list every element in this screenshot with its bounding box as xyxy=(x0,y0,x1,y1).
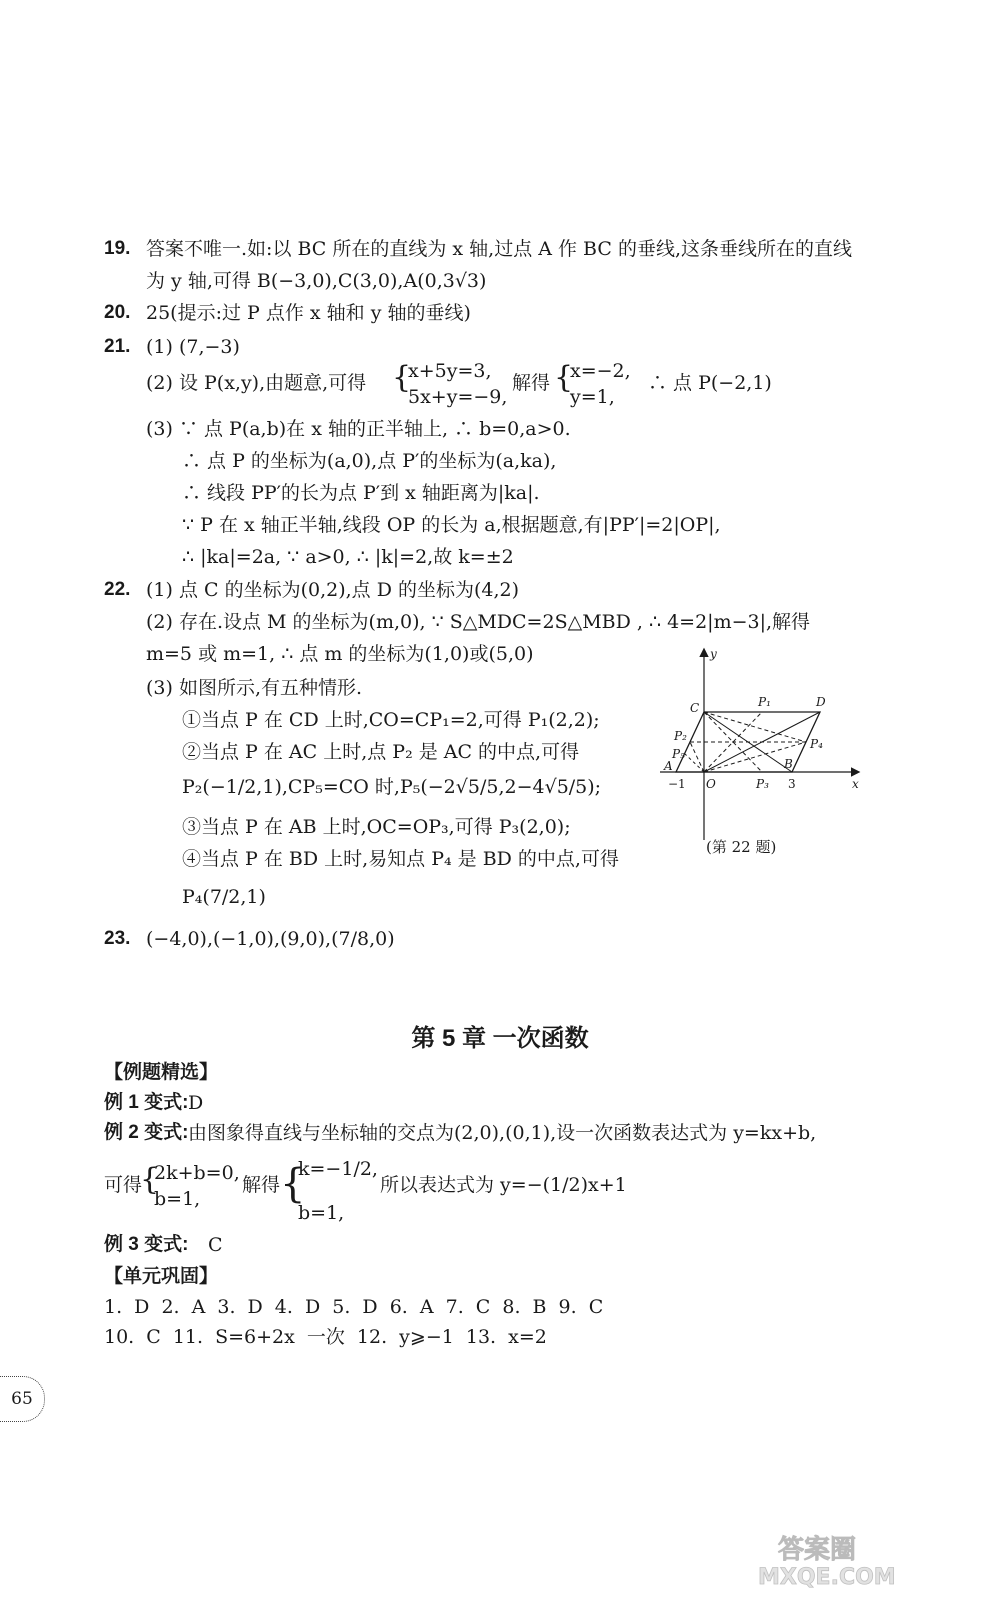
example-3-answer: C xyxy=(208,1234,223,1256)
label-P2: P₂ xyxy=(674,729,687,743)
label-x: x xyxy=(852,777,859,791)
q22-part-3-line-1: (3) 如图所示,有五种情形. xyxy=(146,677,363,699)
example-1-label: 例 1 变式: xyxy=(104,1092,189,1113)
q21-number: 21. xyxy=(104,336,131,357)
q21-system-1-eq-1: x+5y=3, xyxy=(408,360,492,382)
brace-left: { xyxy=(392,360,412,395)
label-P4: P₄ xyxy=(810,737,823,751)
example-2-solve-word: 解得 xyxy=(242,1174,281,1196)
label-P1: P₁ xyxy=(758,695,771,709)
dashed-O-P5 xyxy=(685,754,704,772)
example-3-label: 例 3 变式: xyxy=(104,1234,189,1255)
example-1-answer: D xyxy=(188,1092,204,1114)
section-unit-heading: 【单元巩固】 xyxy=(104,1266,219,1287)
answers-row-2: 10. C 11. S=6+2x 一次 12. y⩾−1 13. x=2 xyxy=(104,1326,547,1348)
q21-system-2-eq-2: y=1, xyxy=(570,386,615,408)
q21-solve-word: 解得 xyxy=(512,372,551,394)
svg-text:MXQE.COM: MXQE.COM xyxy=(758,1565,896,1588)
example-2-result: 所以表达式为 y=−(1/2)x+1 xyxy=(380,1174,627,1196)
label-A: A xyxy=(664,759,673,773)
brace-left: { xyxy=(554,360,574,395)
label-D: D xyxy=(816,695,826,709)
q22-coordinate-figure xyxy=(654,644,874,844)
q22-part-2-line-2: m=5 或 m=1, ∴ 点 m 的坐标为(1,0)或(5,0) xyxy=(146,643,534,665)
label-minus1: −1 xyxy=(668,777,686,791)
q19-number: 19. xyxy=(104,238,131,259)
q22-part-3-line-3: ②当点 P 在 AC 上时,点 P₂ 是 AC 的中点,可得 xyxy=(182,741,580,763)
q23-answer: (−4,0),(−1,0),(9,0),(7/8,0) xyxy=(146,928,395,950)
q19-line-1: 答案不唯一.如:以 BC 所在的直线为 x 轴,过点 A 作 BC 的垂线,这条垂线所在的直线 xyxy=(146,238,852,260)
watermark-logo xyxy=(748,1528,978,1588)
label-3: 3 xyxy=(788,777,796,791)
q21-part-3-line-2: ∴ 点 P 的坐标为(a,0),点 P′的坐标为(a,ka), xyxy=(182,450,557,472)
chapter-title: 第 5 章 一次函数 xyxy=(411,1025,589,1052)
page-number: 65 xyxy=(0,1376,45,1422)
example-2-system-1-eq-2: b=1, xyxy=(154,1188,201,1210)
q21-part-3-line-4: ∵ P 在 x 轴正半轴,线段 OP 的长为 a,根据题意,有|PP′|=2|OP|, xyxy=(182,514,721,536)
q22-part-2-line-1: (2) 存在.设点 M 的坐标为(m,0), ∵ S△MDC=2S△MBD , ∴ 4=2|m−3|,解得 xyxy=(146,611,811,633)
section-example-heading: 【例题精选】 xyxy=(104,1062,219,1083)
brace-left: { xyxy=(140,1162,160,1197)
q21-part-2-intro: (2) 设 P(x,y),由题意,可得 xyxy=(146,372,367,394)
q23-number: 23. xyxy=(104,928,131,949)
brace-left: { xyxy=(280,1161,306,1207)
q20-answer: 25(提示:过 P 点作 x 轴和 y 轴的垂线) xyxy=(146,302,471,324)
q22-part-3-line-6: ④当点 P 在 BD 上时,易知点 P₄ 是 BD 的中点,可得 xyxy=(182,848,619,870)
svg-text:答案圈: 答案圈 xyxy=(778,1535,857,1565)
answers-row-1: 1. D 2. A 3. D 4. D 5. D 6. A 7. C 8. B 9. C xyxy=(104,1296,604,1318)
q21-system-2-eq-1: x=−2, xyxy=(570,360,631,382)
label-O: O xyxy=(706,777,716,791)
example-2-system-1-eq-1: 2k+b=0, xyxy=(154,1162,240,1184)
q21-part-2-result: ∴ 点 P(−2,1) xyxy=(648,372,772,394)
example-2-system-2-eq-1: k=−1/2, xyxy=(298,1158,378,1180)
example-2-intro: 可得 xyxy=(104,1174,143,1196)
example-2-label: 例 2 变式: xyxy=(104,1122,189,1143)
q22-part-3-line-5: ③当点 P 在 AB 上时,OC=OP₃,可得 P₃(2,0); xyxy=(182,816,571,838)
q22-part-3-line-7: P₄(7/2,1) xyxy=(182,886,266,908)
q22-part-3-line-4: P₂(−1/2,1),CP₅=CO 时,P₅(−2√5/5,2−4√5/5); xyxy=(182,776,602,798)
label-B: B xyxy=(784,757,793,771)
dashed-O-P2 xyxy=(690,742,704,772)
q22-part-3-line-2: ①当点 P 在 CD 上时,CO=CP₁=2,可得 P₁(2,2); xyxy=(182,709,600,731)
figure-caption: (第 22 题) xyxy=(706,838,777,856)
q20-number: 20. xyxy=(104,302,131,323)
q21-system-1-eq-2: 5x+y=−9, xyxy=(408,386,508,408)
q21-part-1: (1) (7,−3) xyxy=(146,336,240,358)
q21-part-3-line-5: ∴ |ka|=2a, ∵ a>0, ∴ |k|=2,故 k=±2 xyxy=(182,546,514,568)
q19-line-2: 为 y 轴,可得 B(−3,0),C(3,0),A(0,3√3) xyxy=(146,270,487,292)
label-C: C xyxy=(690,701,700,715)
q21-part-3-line-3: ∴ 线段 PP′的长为点 P′到 x 轴距离为|ka|. xyxy=(182,482,540,504)
q21-part-3-line-1: (3) ∵ 点 P(a,b)在 x 轴的正半轴上, ∴ b=0,a>0. xyxy=(146,418,571,440)
q22-number: 22. xyxy=(104,579,131,600)
example-2-line-1: 由图象得直线与坐标轴的交点为(2,0),(0,1),设一次函数表达式为 y=kx+b, xyxy=(188,1122,817,1144)
label-y: y xyxy=(710,647,717,661)
example-2-system-2-eq-2: b=1, xyxy=(298,1202,345,1224)
q22-part-1: (1) 点 C 的坐标为(0,2),点 D 的坐标为(4,2) xyxy=(146,579,520,601)
label-P3: P₃ xyxy=(756,777,769,791)
label-P5: P₅ xyxy=(672,747,685,761)
